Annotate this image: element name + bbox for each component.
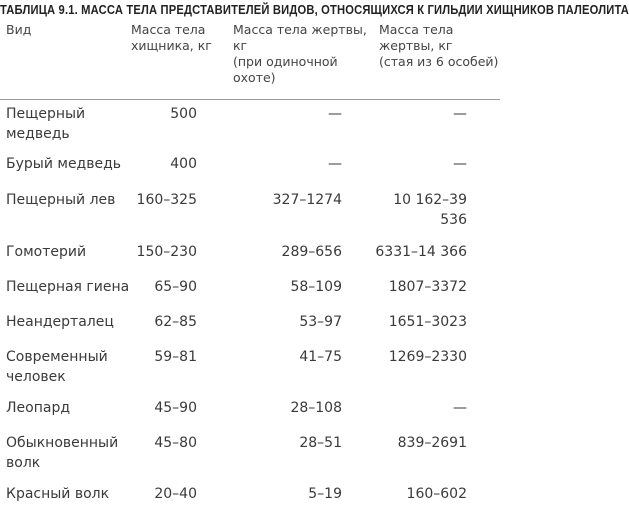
row-species: Пещерный медведь (6, 106, 86, 142)
row-prey-mass-pack: — (453, 106, 467, 122)
row-prey-mass-pack: 839–2691 (397, 435, 467, 451)
row-prey-mass-solo: 28–108 (290, 400, 342, 416)
row-prey-mass-solo: — (328, 106, 342, 122)
row-prey-mass-solo: 53–97 (299, 314, 342, 330)
row-species: Современный человек (6, 349, 108, 385)
header-prey-mass-pack: Масса тела жертвы, кг (стая из 6 особей) (379, 22, 499, 69)
row-prey-mass-pack: — (453, 400, 467, 416)
row-prey-mass-solo: 41–75 (299, 349, 342, 365)
row-prey-mass-pack: 6331–14 366 (375, 244, 467, 260)
row-species: Бурый медведь (6, 156, 122, 172)
row-predator-mass: 65–90 (154, 279, 197, 295)
row-prey-mass-solo: 5–19 (308, 486, 342, 502)
row-species: Красный волк (6, 486, 110, 502)
row-prey-mass-pack: 160–602 (406, 486, 467, 502)
row-prey-mass-pack: 1651–3023 (388, 314, 467, 330)
row-predator-mass: 150–230 (136, 244, 197, 260)
row-predator-mass: 45–80 (154, 435, 197, 451)
header-predator-mass: Масса тела хищника, кг (131, 22, 212, 53)
row-predator-mass: 500 (170, 106, 197, 122)
row-prey-mass-solo: 58–109 (290, 279, 342, 295)
row-species: Леопард (6, 400, 71, 416)
header-prey-mass-solo: Масса тела жертвы, кг (при одиночной охоте) (233, 22, 367, 85)
row-species: Гомотерий (6, 244, 87, 260)
row-species: Обыкновенный волк (6, 435, 119, 471)
row-predator-mass: 62–85 (154, 314, 197, 330)
header-divider (0, 99, 500, 100)
table-header (0, 20, 500, 96)
row-predator-mass: 400 (170, 156, 197, 172)
row-species: Пещерный лев (6, 192, 116, 208)
row-species: Пещерная гиена (6, 279, 130, 295)
row-prey-mass-pack: 1269–2330 (388, 349, 467, 365)
row-prey-mass-solo: 28–51 (299, 435, 342, 451)
header-species: Вид (6, 22, 32, 37)
row-predator-mass: 45–90 (154, 400, 197, 416)
row-prey-mass-pack: 10 162–39 536 (393, 192, 467, 228)
row-prey-mass-solo: 327–1274 (272, 192, 342, 208)
table-title: ТАБЛИЦА 9.1. МАССА ТЕЛА ПРЕДСТАВИТЕЛЕЙ ВИДОВ, ОТНОСЯЩИХСЯ К ГИЛЬДИИ ХИЩНИКОВ ПАЛЕОЛИТА (0, 2, 629, 17)
row-species: Неандерталец (6, 314, 114, 330)
row-prey-mass-solo: — (328, 156, 342, 172)
row-prey-mass-pack: 1807–3372 (388, 279, 467, 295)
row-predator-mass: 59–81 (154, 349, 197, 365)
row-prey-mass-solo: 289–656 (281, 244, 342, 260)
row-predator-mass: 20–40 (154, 486, 197, 502)
row-prey-mass-pack: — (453, 156, 467, 172)
row-predator-mass: 160–325 (136, 192, 197, 208)
